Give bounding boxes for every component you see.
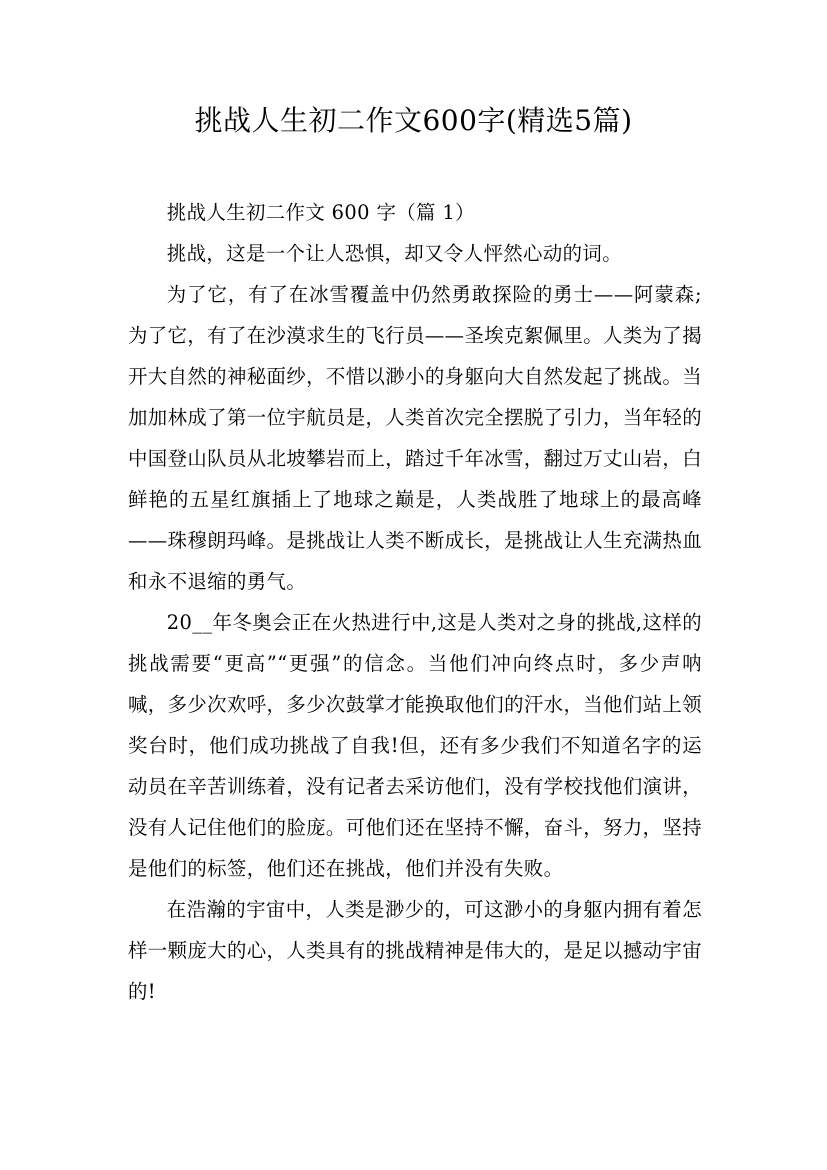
paragraph-4: 在浩瀚的宇宙中，人类是渺少的，可这渺小的身躯内拥有着怎样一颗庞大的心，人类具有的挑战精神是伟大的，是足以撼动宇宙的! xyxy=(128,898,702,1003)
paragraph-3: 20__年冬奥会正在火热进行中,这是人类对之身的挑战,这样的挑战需要“更高”“更强”的信念。当他们冲向终点时，多少声呐喊，多少次欢呼，多少次鼓掌才能换取他们的汗水，当他们站上领奖台时，他们成功挑战了自我!但，还有多少我们不知道名字的运动员在辛苦训练着，没有记者去采访他们，没有学校找他们演讲，没有人记住他们的脸庞。可他们还在坚持不懈，奋斗，努力，坚持是他们的标签，他们还在挑战，他们并没有失败。 xyxy=(128,611,702,880)
document-title: 挑战人生初二作文600字(精选5篇) xyxy=(194,104,633,137)
article-body xyxy=(128,192,702,1012)
paragraph-1: 挑战，这是一个让人恐惧，却又令人怦然心动的词。 xyxy=(166,242,622,265)
section-heading: 挑战人生初二作文 600 字（篇 1） xyxy=(166,201,475,224)
paragraph-2: 为了它，有了在冰雪覆盖中仍然勇敢探险的勇士——阿蒙森;为了它，有了在沙漠求生的飞行员——圣埃克絮佩里。人类为了揭开大自然的神秘面纱，不惜以渺小的身躯向大自然发起了挑战。当加加林成了第一位宇航员是，人类首次完全摆脱了引力，当年轻的中国登山队员从北坡攀岩而上，踏过千年冰雪，翻过万丈山岩，白鲜艳的五星红旗插上了地球之巅是，人类战胜了地球上的最高峰——珠穆朗玛峰。是挑战让人类不断成长，是挑战让人生充满热血和永不退缩的勇气。 xyxy=(128,283,702,593)
